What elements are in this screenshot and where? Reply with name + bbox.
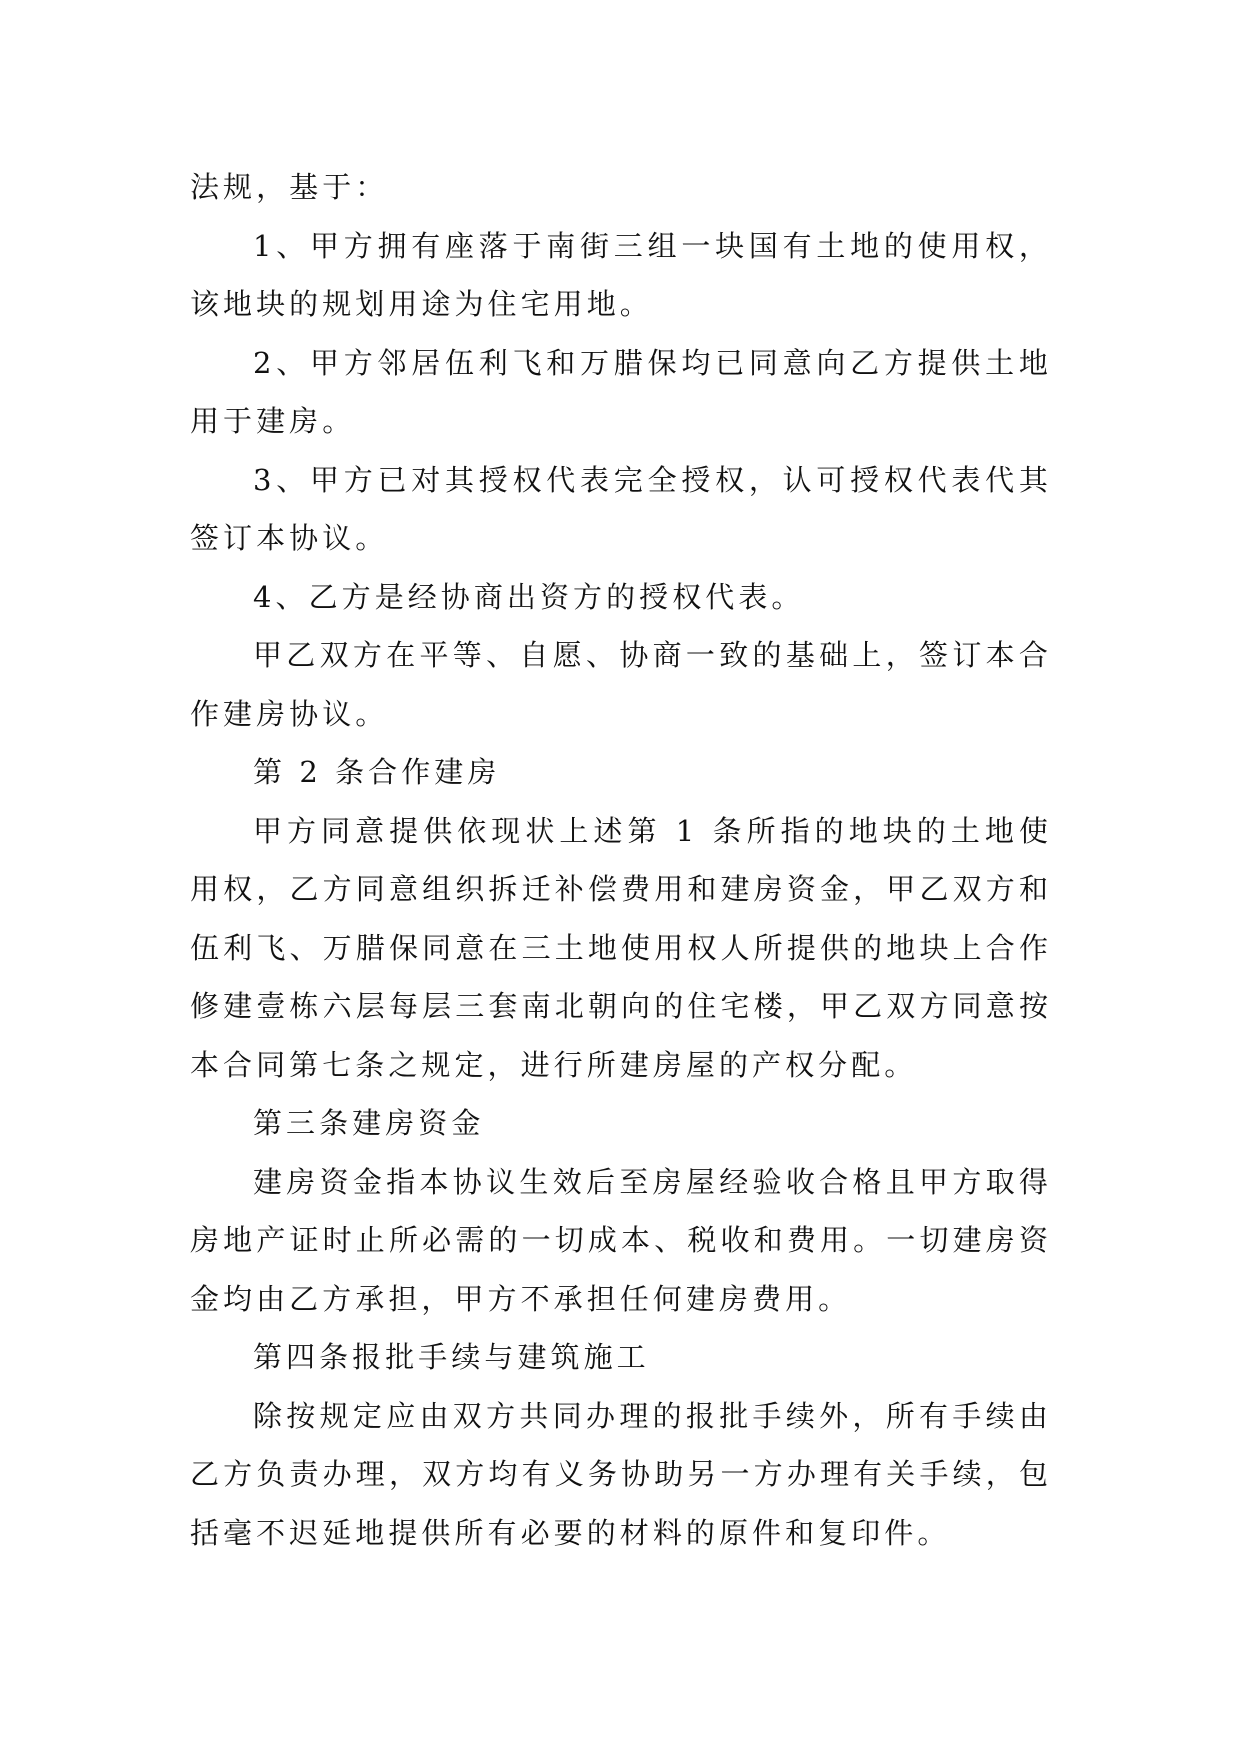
- paragraph-item-2: 2、甲方邻居伍利飞和万腊保均已同意向乙方提供土地用于建房。: [190, 345, 1052, 438]
- document-page: [190, 158, 1052, 1562]
- section-heading-article-4: 第四条报批手续与建筑施工: [253, 1340, 650, 1374]
- paragraph-item-1: 1、甲方拥有座落于南街三组一块国有土地的使用权，该地块的规划用途为住宅用地。: [190, 228, 1052, 321]
- paragraph-intro: 法规，基于：: [190, 170, 389, 204]
- section-heading-article-3: 第三条建房资金: [253, 1106, 485, 1140]
- paragraph-item-3: 3、甲方已对其授权代表完全授权，认可授权代表代其签订本协议。: [190, 462, 1052, 555]
- paragraph-article-2: 甲方同意提供依现状上述第 1 条所指的地块的土地使用权，乙方同意组织拆迁补偿费用和建房资金，甲乙双方和伍利飞、万腊保同意在三土地使用权人所提供的地块上合作修建壹栋六层每层三套南北朝向的住宅楼，甲乙双方同意按本合同第七条之规定，进行所建房屋的产权分配。: [190, 813, 1052, 1082]
- paragraph-article-4: 除按规定应由双方共同办理的报批手续外，所有手续由乙方负责办理，双方均有义务协助另一方办理有关手续，包括毫不迟延地提供所有必要的材料的原件和复印件。: [190, 1398, 1052, 1550]
- paragraph-item-4: 4、乙方是经协商出资方的授权代表。: [253, 579, 805, 614]
- paragraph-article-3: 建房资金指本协议生效后至房屋经验收合格且甲方取得房地产证时止所必需的一切成本、税收和费用。一切建房资金均由乙方承担，甲方不承担任何建房费用。: [190, 1164, 1052, 1316]
- section-heading-article-2: 第 2 条合作建房: [253, 755, 501, 789]
- paragraph-agreement: 甲乙双方在平等、自愿、协商一致的基础上，签订本合作建房协议。: [190, 638, 1052, 731]
